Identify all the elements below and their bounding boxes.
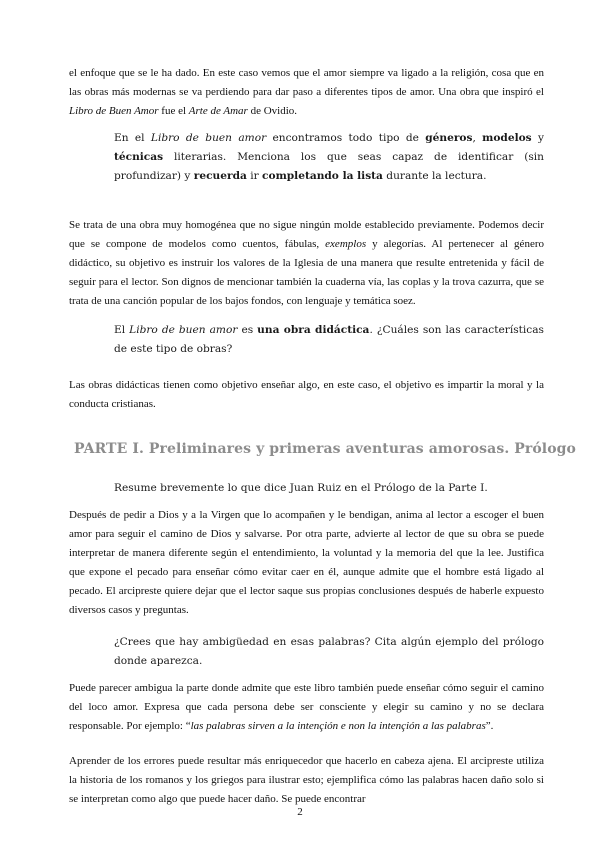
question-genres: En el Libro de buen amor encontramos todo tipo de géneros, modelos y técnicas literarias. Menciona los que seas capaz de identificar (sin profundizar) y recuerda ir completando la lista durante la lectura. [114, 132, 544, 182]
paragraph-learning-errors: Aprender de los errores puede resultar más enriquecedor que hacerlo en cabeza ajena. El arcipreste utiliza la historia de los romanos y los griegos para ilustrar esto; ejemplifica cómo las palabras hacen daño solo si se interpretan como algo que puede hacer daño. Se puede encontrar [69, 755, 544, 805]
paragraph-didactic-answer: Las obras didácticas tienen como objetivo enseñar algo, en este caso, el objetivo es impartir la moral y la conducta cristianas. [69, 379, 544, 410]
section-heading: PARTE I. Preliminares y primeras aventuras amorosas. Prólogo [74, 441, 576, 457]
page-number: 2 [297, 806, 303, 818]
paragraph-genres-answer: Se trata de una obra muy homogénea que no sigue ningún molde establecido previamente. Podemos decir que se compone de modelos como cuentos, fábulas, exemplos y alegorías. Al pertenecer al género didáctico, su objetivo es instruir los valores de la Iglesia de una manera que resulte entretenida y fácil de seguir para el lector. Son dignos de mencionar también la cuaderna vía, las coplas y la trova cazurra, que se trata de una canción popular de los bajos fondos, con lenguaje y temática soez. [69, 219, 544, 307]
paragraph-intro-ending: el enfoque que se le ha dado. En este caso vemos que el amor siempre va ligado a la religión, cosa que en las obras más modernas se va perdiendo para dar paso a diferentes tipos de amor. Una obra que inspiró el Libro de Buen Amor fue el Arte de Amar de Ovidio. [69, 67, 544, 117]
question-ambiguity: ¿Crees que hay ambigüedad en esas palabras? Cita algún ejemplo del prólogo donde aparezca. [114, 636, 544, 667]
paragraph-prologue-summary: Después de pedir a Dios y a la Virgen que lo acompañen y le bendigan, anima al lector a escoger el buen amor para seguir el camino de Dios y salvarse. Por otra parte, advierte al lector de que su obra se puede interpretar de manera diferente según el entendimiento, la voluntad y la memoria del que la lee. Justifica que expone el pecado para enseñar cómo evitar caer en él, aunque admite que el hombre está ligado al pecado. El arcipreste quiere dejar que el lector saque sus propias conclusiones después de haberle expuesto diversos casos y preguntas. [69, 509, 544, 616]
question-prologue-summary: Resume brevemente lo que dice Juan Ruiz en el Prólogo de la Parte I. [114, 482, 488, 494]
paragraph-ambiguity-answer: Puede parecer ambigua la parte donde admite que este libro también puede enseñar cómo seguir el camino del loco amor. Expresa que cada persona debe ser consciente y elegir su camino y no se declara responsable. Por ejemplo: “las palabras sirven a la intençión e non la intençión a las palabras”. [69, 682, 544, 732]
question-didactic: El Libro de buen amor es una obra didáctica. ¿Cuáles son las características de este tipo de obras? [114, 324, 544, 355]
